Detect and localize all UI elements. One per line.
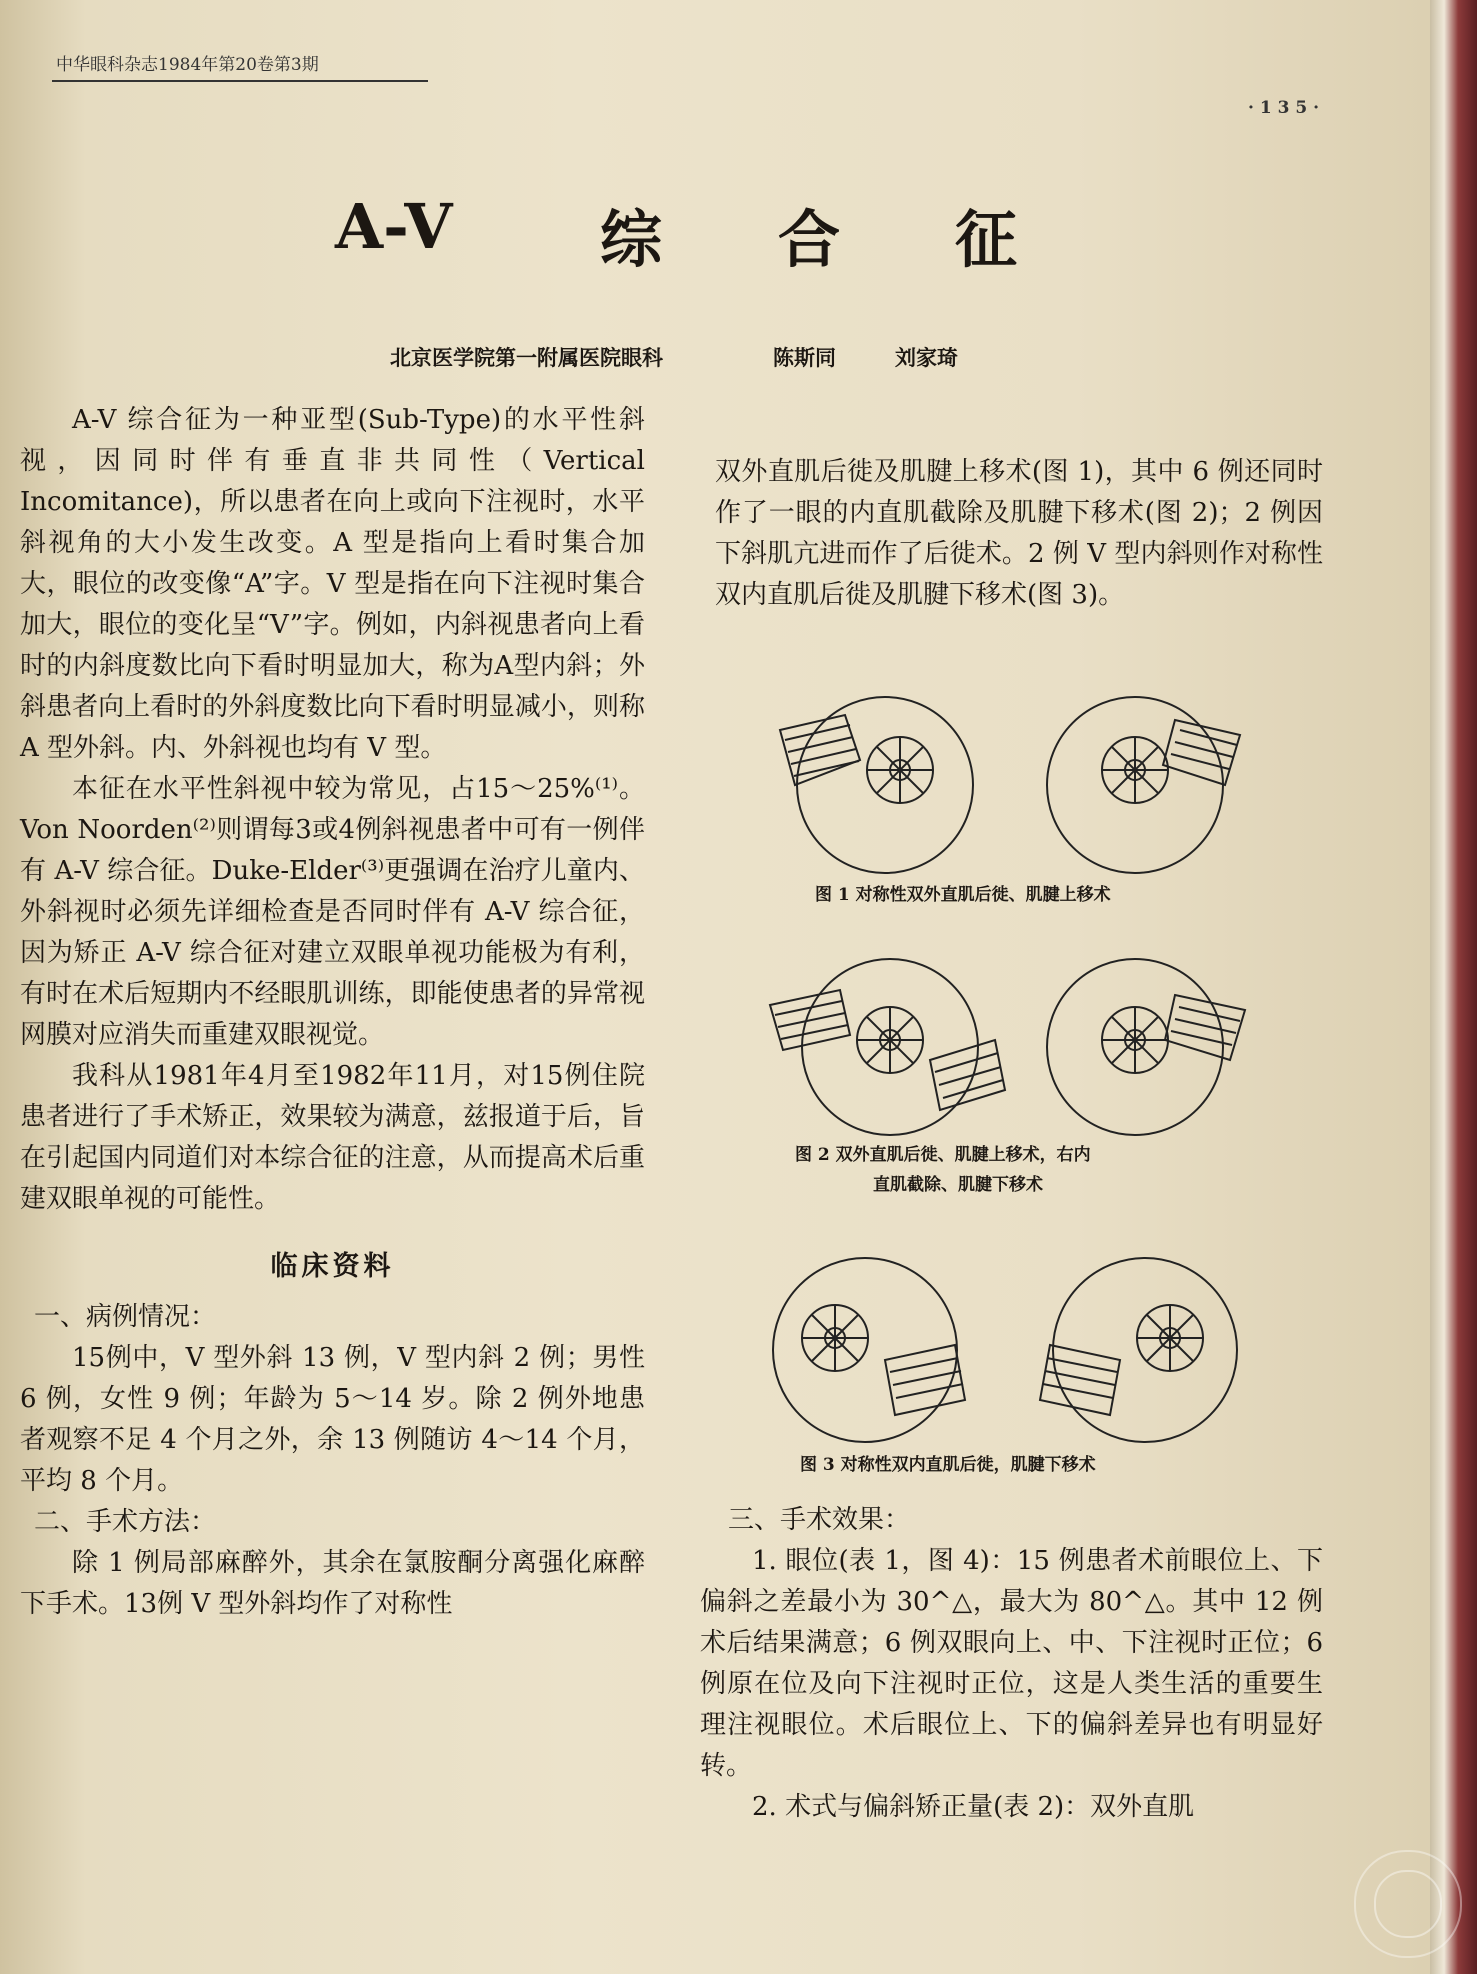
byline-author-2: 刘家琦 [895,345,958,370]
museum-watermark-seal [1354,1850,1462,1958]
figure-1-caption: 图 1 对称性双外直肌后徙、肌腱上移术 [815,885,1111,905]
intro-paragraph-2: 本征在水平性斜视中较为常见，占15～25%⁽¹⁾。Von Noorden⁽²⁾则谓每3或4例斜视患者中可有一例伴有 A-V 综合征。Duke-Elder⁽³⁾更强调在治疗儿童内、外斜视时必须先详细检查是否同时伴有 A-V 综合征，因为矫正 A-V 综合征对建立双眼单视功能极为有利，有时在术后短期内不经眼肌训练，即能使患者的异常视网膜对应消失而重建双眼视觉。 [20,774,645,1050]
section-heading-clinical: 临床资料 [270,1251,395,1282]
cases-paragraph: 15例中，V 型外斜 13 例，V 型内斜 2 例；男性 6 例，女性 9 例；年龄为 5～14 岁。除 2 例外地患者观察不足 4 个月之外，余 13 例随访 4～14 个月，平均 8 个月。 [20,1343,645,1496]
method-paragraph: 除 1 例局部麻醉外，其余在氯胺酮分离强化麻醉下手术。13例 V 型外斜均作了对称性 [20,1548,645,1619]
byline-author-1: 陈斯同 [773,345,836,370]
page-number: · 1 3 5 · [1248,98,1319,118]
figure-3 [755,1250,1275,1480]
intro-paragraph-1: A-V 综合征为一种亚型(Sub-Type)的水平性斜视，因同时伴有垂直非共同性（Vertical Incomitance)，所以患者在向上或向下注视时，水平斜视角的大小发生改变。A 型是指向上看时集合加大，眼位的改变像“A”字。V 型是指在向下注视时集合加大，眼位的变化呈“V”字。例如，内斜视患者向上看时的内斜度数比向下看时明显加大，称为A型内斜；外斜患者向上看时的外斜度数比向下看时明显减小，则称 A 型外斜。内、外斜视也均有 V 型。 [20,405,645,763]
figure-2-drawing [755,955,1275,1140]
subheading-cases: 一、病例情况： [34,1302,217,1332]
title-char-zheng: 征 [955,203,1018,276]
results-paragraph-2: 2. 术式与偏斜矫正量(表 2)：双外直肌 [752,1792,1195,1822]
method-continued-paragraph: 双外直肌后徙及肌腱上移术(图 1)，其中 6 例还同时作了一眼的内直肌截除及肌腱下移术(图 2)；2 例因下斜肌亢进而作了后徙术。2 例 V 型内斜则作对称性双内直肌后徙及肌腱下移术(图 3)。 [715,457,1323,610]
right-column-top [715,452,1323,616]
intro-paragraph-3: 我科从1981年4月至1982年11月，对15例住院患者进行了手术矫正，效果较为满意，兹报道于后，旨在引起国内同道们对本综合征的注意，从而提高术后重建双眼单视的可能性。 [20,1061,645,1214]
figure-2-caption-line-1: 图 2 双外直肌后徙、肌腱上移术，右内 [795,1145,1091,1165]
article-title [0,190,1430,310]
book-edge [1430,0,1477,1974]
figure-2 [755,955,1275,1200]
figure-1 [755,690,1275,910]
right-column-bottom [700,1500,1323,1828]
museum-watermark-inner [1374,1870,1442,1938]
figure-2-caption-line-2: 直肌截除、肌腱下移术 [873,1175,1043,1195]
title-char-av: A-V [335,190,453,263]
figure-3-drawing [755,1250,1275,1450]
journal-header: 中华眼科杂志1984年第20卷第3期 [56,55,319,75]
title-char-he: 合 [778,203,841,276]
figure-1-drawing [755,690,1275,880]
header-rule [52,80,428,82]
title-char-zong: 综 [600,203,663,276]
left-column [20,400,645,1625]
subheading-method: 二、手术方法： [34,1507,217,1537]
subheading-results: 三、手术效果： [728,1505,911,1535]
results-paragraph-1: 1. 眼位(表 1，图 4)：15 例患者术前眼位上、下偏斜之差最小为 30^△，最大为 80^△。其中 12 例术后结果满意；6 例双眼向上、中、下注视时正位；6 例原在位及向下注视时正位，这是人类生活的重要生理注视眼位。术后眼位上、下的偏斜差异也有明显好转。 [700,1546,1323,1781]
byline-affiliation: 北京医学院第一附属医院眼科 [390,345,663,370]
figure-3-caption: 图 3 对称性双内直肌后徙，肌腱下移术 [800,1455,1096,1475]
